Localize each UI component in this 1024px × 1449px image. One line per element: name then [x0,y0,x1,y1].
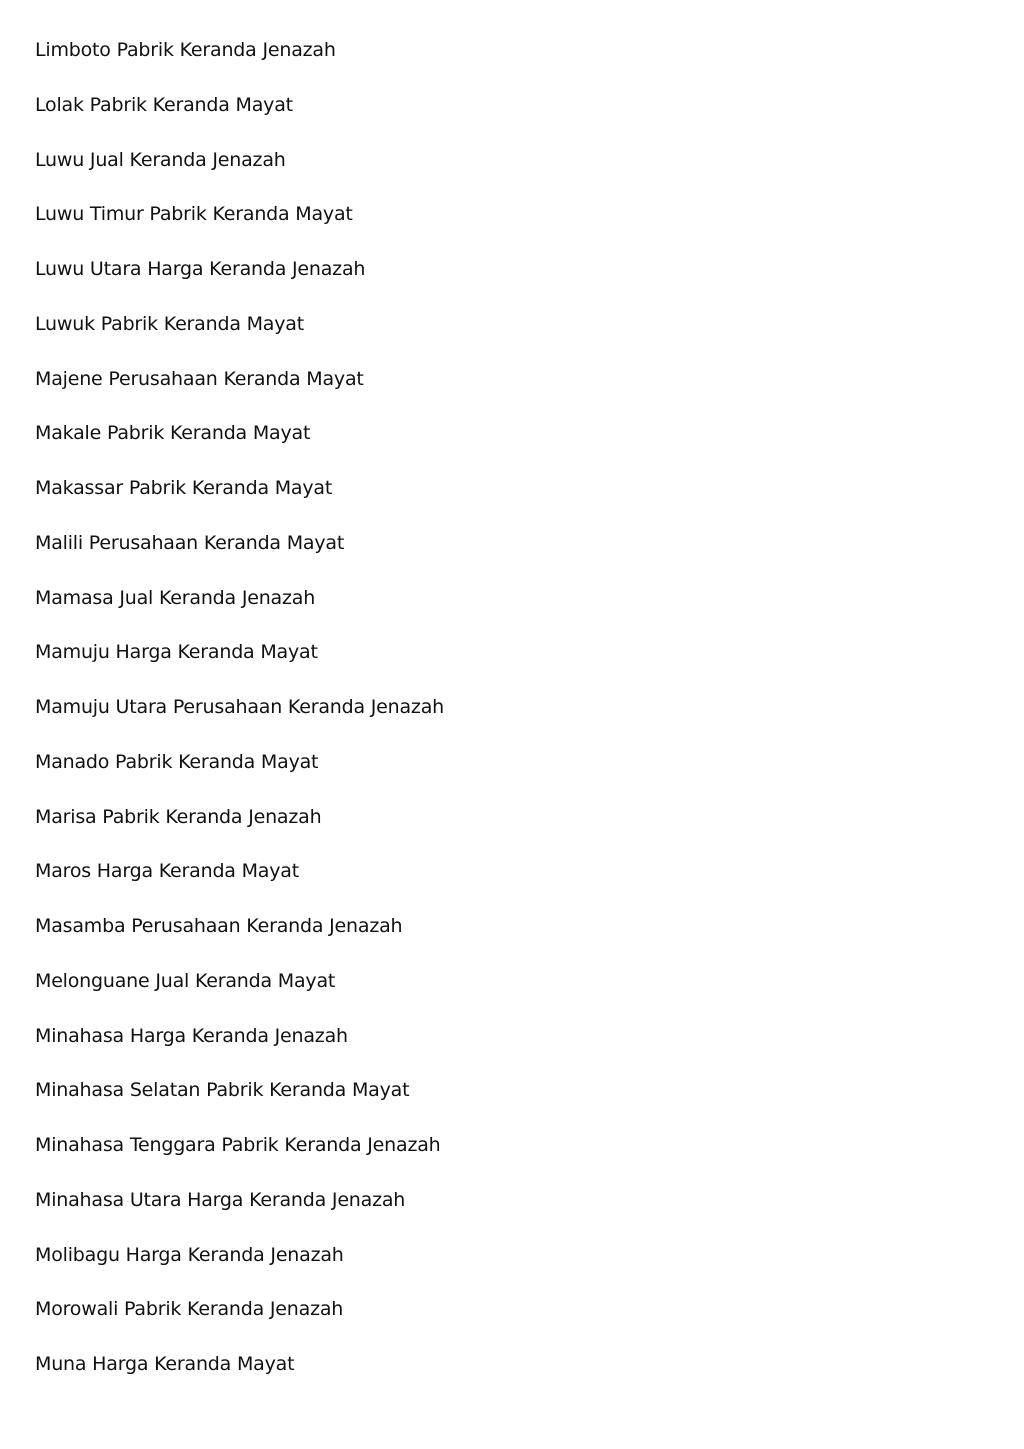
list-item: Lolak Pabrik Keranda Mayat [35,93,293,116]
list-item: Luwu Jual Keranda Jenazah [35,148,286,171]
list-item: Luwu Timur Pabrik Keranda Mayat [35,203,353,226]
list-item: Minahasa Selatan Pabrik Keranda Mayat [35,1079,410,1102]
list-item: Maros Harga Keranda Mayat [35,860,299,883]
list-item: Makale Pabrik Keranda Mayat [35,422,311,445]
list-item: Minahasa Tenggara Pabrik Keranda Jenazah [35,1134,441,1156]
list-item: Molibagu Harga Keranda Jenazah [35,1243,344,1266]
list-item: Manado Pabrik Keranda Mayat [35,750,319,773]
list-item: Masamba Perusahaan Keranda Jenazah [35,915,403,937]
list-item: Mamasa Jual Keranda Jenazah [35,586,316,609]
list-item: Mamuju Utara Perusahaan Keranda Jenazah [35,696,444,718]
list-item: Makassar Pabrik Keranda Mayat [35,477,333,499]
list-item: Limboto Pabrik Keranda Jenazah [35,39,336,61]
list-item: Melonguane Jual Keranda Mayat [35,969,336,992]
list-item: Mamuju Harga Keranda Mayat [35,641,318,664]
document-page [35,37,995,1406]
list-item: Majene Perusahaan Keranda Mayat [35,367,364,390]
list-item: Morowali Pabrik Keranda Jenazah [35,1298,344,1321]
list-item: Marisa Pabrik Keranda Jenazah [35,805,322,828]
list-item: Minahasa Harga Keranda Jenazah [35,1024,348,1047]
list-item: Malili Perusahaan Keranda Mayat [35,531,345,554]
list-item: Muna Harga Keranda Mayat [35,1353,295,1375]
list-item: Luwuk Pabrik Keranda Mayat [35,312,304,335]
list-item: Minahasa Utara Harga Keranda Jenazah [35,1188,406,1211]
list-item: Luwu Utara Harga Keranda Jenazah [35,258,366,280]
